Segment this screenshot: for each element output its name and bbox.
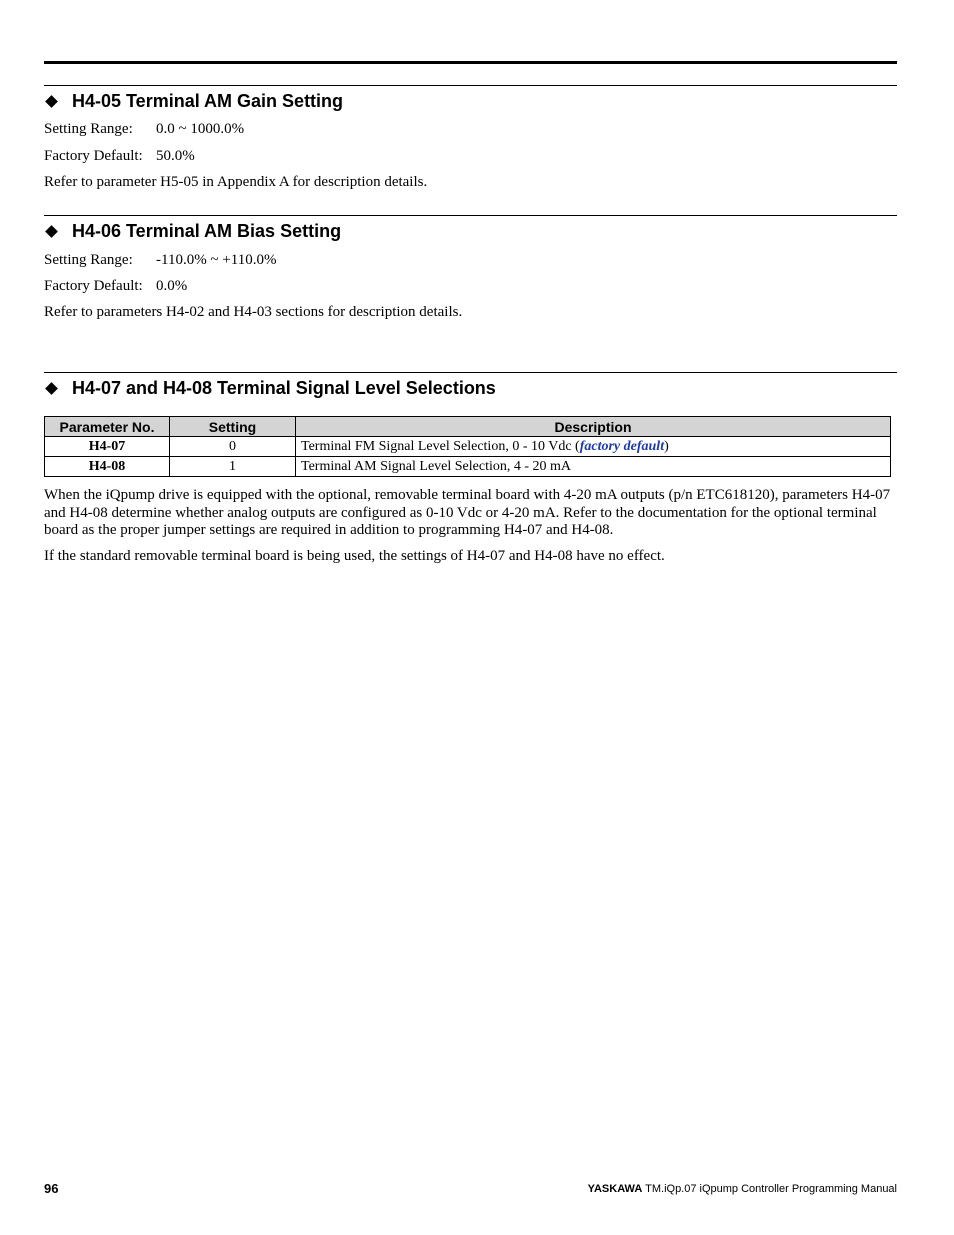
section-h4-07-h4-08 [44,372,897,402]
diamond-bullet-icon [45,95,58,108]
section-title [44,89,897,113]
section-rule [44,372,897,373]
header-parameter-no: Parameter No. [45,417,170,437]
section-h4-05 [44,85,897,195]
section-rule [44,215,897,216]
factory-default-value: 50.0% [156,148,195,164]
body-paragraph: When the iQpump drive is equipped with the optional, removable terminal board with 4-20 mA outputs (p/n ETC618120), parameters H4-07 and H4-08 determine whether analog outputs are configured as 0-10 Vdc or 4-20 mA. Refer to the documentation for the optional terminal board as the proper jumper settings are required in addition to programming H4-07 and H4-08. [44,487,891,538]
table-row [45,437,891,457]
cell-setting: 1 [170,457,296,477]
table-header-row [45,417,891,437]
section-title-text: H4-06 Terminal AM Bias Setting [72,221,342,241]
factory-default-label: Factory Default: [44,278,143,294]
setting-range-value: -110.0% ~ +110.0% [156,252,277,268]
section-title [44,376,897,400]
setting-range-row [44,121,244,138]
setting-range-label: Setting Range: [44,252,133,268]
factory-default-highlight: factory default [579,438,665,454]
page-number: 96 [44,1181,59,1196]
top-rule [44,61,897,64]
parameter-table [44,416,891,477]
factory-default-row [44,278,187,295]
brand-name: YASKAWA [587,1183,643,1195]
factory-default-value: 0.0% [156,278,188,294]
factory-default-label: Factory Default: [44,148,143,164]
cell-parameter: H4-07 [45,437,170,457]
section-title-text: H4-07 and H4-08 Terminal Signal Level Selections [72,378,496,398]
description-suffix: ) [664,438,669,454]
factory-default-row [44,148,195,165]
cell-parameter: H4-08 [45,457,170,477]
refer-text: Refer to parameters H4-02 and H4-03 sections for description details. [44,304,463,320]
cell-description [296,437,891,457]
footer-manual-title [588,1183,897,1195]
setting-range-value: 0.0 ~ 1000.0% [156,121,245,137]
refer-text: Refer to parameter H5-05 in Appendix A for description details. [44,174,428,190]
section-rule [44,85,897,86]
section-title-text: H4-05 Terminal AM Gain Setting [72,91,344,111]
diamond-bullet-icon [45,225,58,238]
section-h4-06 [44,215,897,325]
body-paragraph: If the standard removable terminal board is being used, the settings of H4-07 and H4-08 have no effect. [44,548,665,564]
diamond-bullet-icon [45,382,58,395]
description-text: Terminal FM Signal Level Selection, 0 - 10 Vdc ( [301,438,580,454]
manual-title: TM.iQp.07 iQpump Controller Programming Manual [645,1183,897,1195]
cell-setting: 0 [170,437,296,457]
header-description: Description [296,417,891,437]
header-setting: Setting [170,417,296,437]
cell-description [296,457,891,477]
description-text: Terminal AM Signal Level Selection, 4 - 20 mA [301,458,572,474]
section-title [44,219,897,243]
setting-range-label: Setting Range: [44,121,133,137]
table-row [45,457,891,477]
setting-range-row [44,252,276,269]
